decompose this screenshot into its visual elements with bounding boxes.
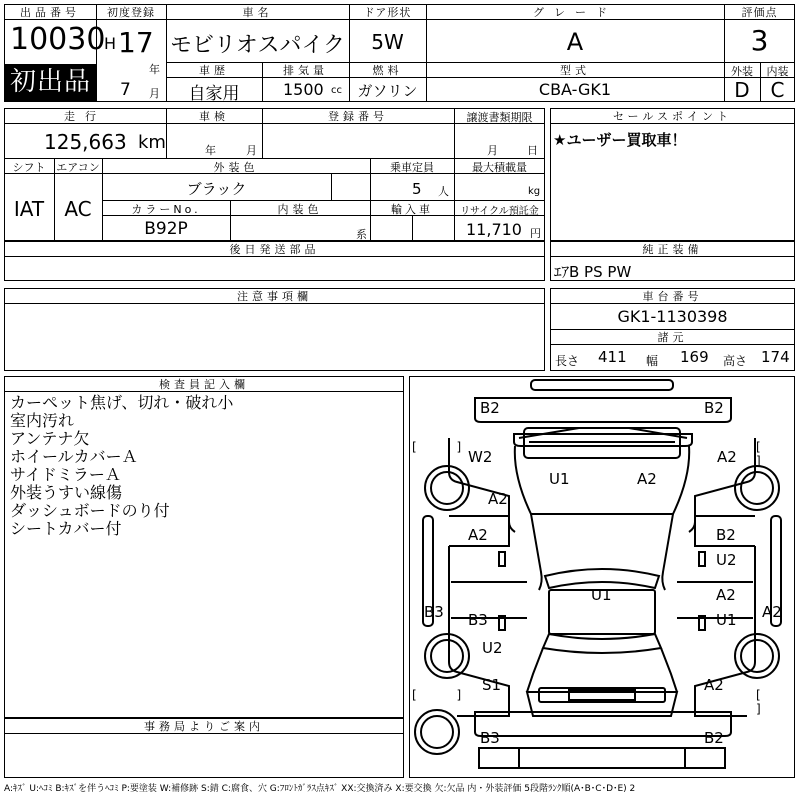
max-load-unit: kg [528, 186, 541, 197]
cabin-right [662, 514, 673, 590]
damage-b2-door-fr: B2 [716, 526, 736, 544]
fuel: ガソリン [357, 82, 418, 100]
damage-a2-hood: A2 [637, 470, 657, 488]
damage-u1-door-rr: U1 [716, 611, 737, 629]
front-top-bar [531, 380, 673, 390]
capacity-unit: 人 [438, 185, 449, 198]
color: ブラック [186, 180, 247, 198]
month-unit: 月 [149, 87, 160, 100]
right-handle-1 [699, 552, 705, 566]
length: 411 [598, 348, 627, 366]
reg-no-label: 登録番号 [328, 110, 388, 123]
inspector-note: サイドミラーＡ [10, 465, 121, 484]
left-handle-1 [499, 552, 505, 566]
fuel-label: 燃料 [372, 64, 403, 77]
inspector-label: 検査員記入欄 [159, 378, 249, 391]
damage-u1-hood: U1 [549, 470, 570, 488]
equipment-text: ｴｱB PS PW [554, 263, 632, 281]
interior-label: 内装 [766, 65, 789, 78]
inspector-note: アンテナ欠 [10, 429, 90, 448]
damage-b3-rear: B3 [480, 729, 500, 747]
color-label: 外装色 [213, 161, 259, 174]
model: CBA-GK1 [538, 80, 612, 99]
hood-outline [514, 434, 692, 446]
inspector-note: ダッシュボードのり付 [10, 501, 170, 520]
interior-color-label: 内装色 [277, 203, 323, 216]
recycle-label: リサイクル預託金 [460, 206, 539, 217]
score: 3 [750, 24, 769, 57]
inspector-note: 外装うすい線傷 [10, 483, 123, 502]
car-diagram [409, 376, 795, 778]
displacement: 1500 [283, 80, 324, 99]
inspector-notes [10, 394, 233, 538]
shift-label: シフト [12, 161, 46, 174]
month: 7 [120, 80, 131, 100]
inspector-note: ホイールカバーＡ [10, 447, 138, 466]
exterior-grade: D [734, 78, 750, 102]
sales-point-label: セールスポイント [612, 110, 732, 123]
year: 17 [118, 26, 154, 59]
color-no: B92P [144, 219, 188, 239]
damage-a2-fender-l: A2 [488, 490, 508, 508]
shift: IAT [13, 197, 45, 221]
notes-label: 注意事項欄 [237, 290, 312, 303]
wheel-rear-left-inner [431, 640, 463, 672]
car-name: モビリオスパイク [169, 33, 346, 58]
inspector-note: シートカバー付 [10, 519, 122, 538]
height-label: 高さ [723, 354, 748, 368]
history: 自家用 [188, 84, 240, 104]
sales-point-box [550, 108, 795, 241]
score-label: 評価点 [741, 6, 778, 19]
width-label: 幅 [646, 354, 659, 368]
damage-b3-left: B3 [424, 603, 444, 621]
chassis-label: 車台番号 [642, 290, 703, 303]
damage-a2-door-fl: A2 [468, 526, 488, 544]
equipment-label: 純正装備 [642, 243, 703, 256]
mileage-label: 走行 [64, 110, 106, 123]
damage-a2-fl-top: A2 [717, 448, 737, 466]
model-label: 型式 [560, 64, 590, 77]
interior-color-suffix: 系 [356, 228, 367, 241]
year-unit: 年 [149, 63, 160, 76]
wheel-rear-right-inner [741, 640, 773, 672]
car-name-label: 車名 [242, 6, 273, 19]
wheel-front-left-inner [431, 472, 463, 504]
capacity-label: 乗車定員 [390, 161, 434, 174]
damage-front-right: B2 [704, 399, 724, 417]
front-bumper [475, 398, 731, 422]
damage-w2: W2 [468, 448, 493, 466]
interior-grade: C [770, 78, 785, 102]
grade-label: グレード [533, 6, 617, 19]
auction-no: 10030 [10, 22, 106, 57]
bracket-fr: [ ] [756, 440, 779, 468]
displacement-unit: cc [331, 85, 342, 96]
inspector-note: 室内汚れ [10, 411, 75, 430]
inspection-year: 年 [205, 144, 216, 157]
mileage-unit: km [138, 132, 166, 153]
mileage: 125,663 [44, 130, 127, 154]
length-label: 長さ [555, 354, 580, 368]
recycle-unit: 円 [530, 227, 541, 240]
displacement-label: 排気量 [283, 64, 328, 77]
exterior-label: 外装 [731, 65, 753, 78]
damage-a2-door-rr: A2 [716, 586, 736, 604]
width: 169 [680, 348, 709, 366]
damage-u2-rear-l: U2 [482, 639, 503, 657]
hood-shape [515, 446, 689, 514]
legend: A:ｷｽﾞ U:ﾍｺﾐ B:ｷｽﾞを伴うﾍｺﾐ P:要塗装 W:補修跡 S:錆 C:腐食、穴 G:ﾌﾛﾝﾄｶﾞﾗｽ点ｷｽﾞ XX:交換済み X:要交換 欠:欠品 内・外装評価 5段階ﾗﾝｸ順(A･B･C･D･E) 2 [4, 784, 636, 794]
later-parts-label: 後日発送部品 [229, 243, 320, 256]
damage-a2-rear-r: A2 [704, 676, 724, 694]
office-label: 事務局よりご案内 [144, 720, 264, 733]
bracket-rl: [ ] [412, 688, 480, 702]
cabin-left [531, 514, 542, 590]
damage-u2-door-fr: U2 [716, 551, 737, 569]
first-listing-badge: 初出品 [5, 64, 96, 101]
bracket-rr: [ ] [756, 688, 779, 716]
damage-s1-rear-l: S1 [482, 676, 502, 694]
recycle: 11,710 [466, 220, 522, 239]
inspector-note: カーペット焦げ、切れ・破れ小 [10, 393, 234, 412]
damage-b3-door-rl: B3 [468, 611, 488, 629]
door-label: ドア形状 [363, 6, 412, 19]
damage-u1-roof: U1 [591, 586, 612, 604]
spare-wheel-inner [421, 716, 453, 748]
auction-no-label: 出品番号 [20, 6, 80, 19]
capacity: 5 [412, 180, 422, 198]
transfer-day: 日 [527, 144, 538, 157]
max-load-label: 最大積載量 [472, 161, 527, 174]
bracket-fl: [ ] [412, 440, 480, 454]
first-reg-label: 初度登録 [107, 6, 155, 19]
color-no-label: カラーNo. [131, 203, 201, 216]
inspection-month: 月 [246, 144, 257, 157]
inspection-label: 車検 [199, 110, 229, 123]
import-label: 輸入車 [391, 203, 433, 216]
damage-a2-right: A2 [762, 603, 782, 621]
ac-label: エアコン [56, 161, 100, 174]
rear-bottom [479, 748, 725, 768]
rear-cabin-right [661, 648, 677, 692]
height: 174 [761, 348, 790, 366]
chassis-number: GK1-1130398 [617, 307, 728, 326]
damage-b2-rear: B2 [704, 729, 724, 747]
transfer-month: 月 [487, 144, 498, 157]
damage-front-left: B2 [480, 399, 500, 417]
sales-point-text: ★ユーザー買取車！ [553, 131, 687, 149]
era: H [104, 34, 117, 53]
rear-glass [543, 634, 661, 653]
door: 5W [371, 30, 404, 54]
ac: AC [64, 197, 92, 221]
transfer-label: 譲渡書類期限 [466, 111, 533, 124]
rear-cabin-left [527, 648, 543, 692]
history-label: 車歴 [199, 64, 229, 77]
grade: A [566, 28, 584, 56]
wheel-front-right-inner [741, 472, 773, 504]
dims-label: 諸元 [657, 331, 688, 344]
